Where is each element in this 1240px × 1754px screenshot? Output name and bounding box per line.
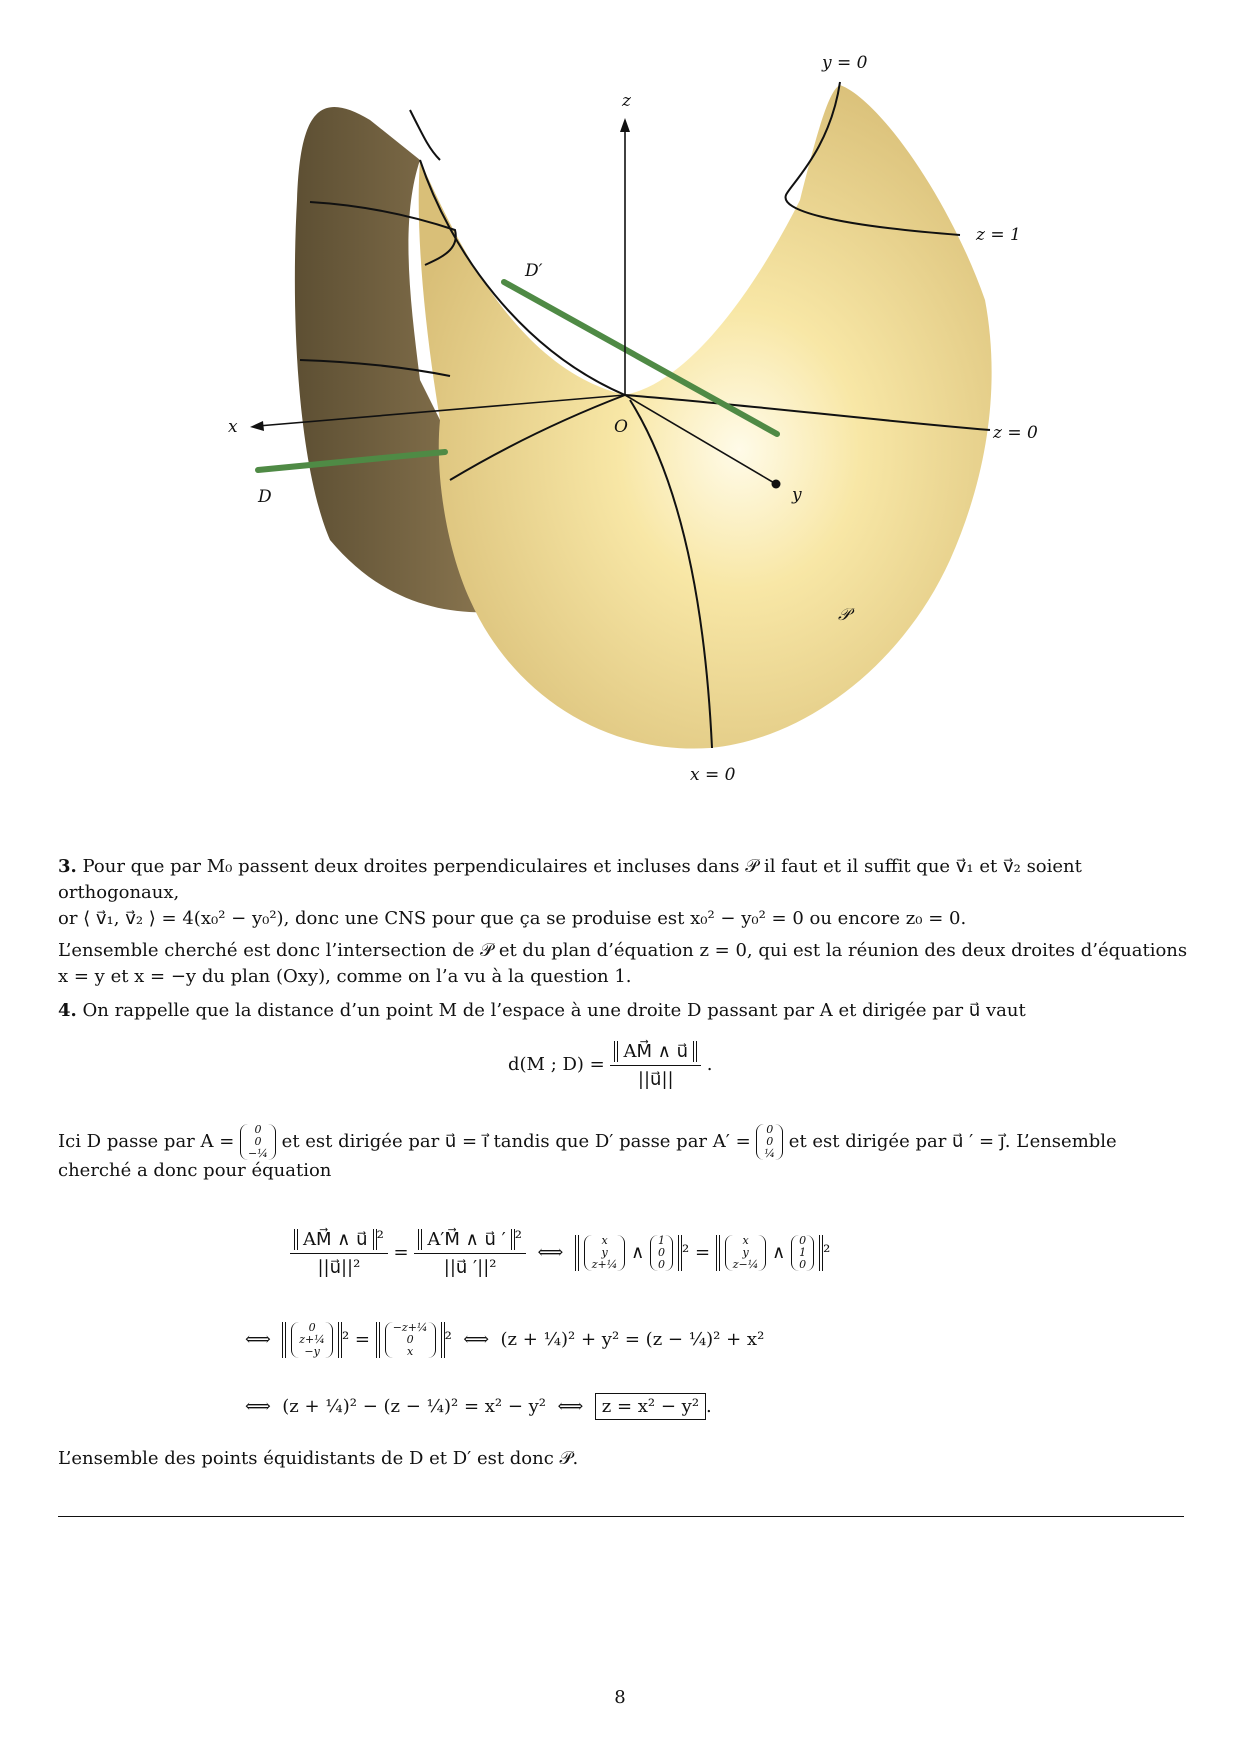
section-4-intro [58, 998, 1188, 1024]
section-3 [58, 854, 1188, 990]
section-3-line4: x = y et x = −y du plan (Oxy), comme on l’a vu à la question 1. [58, 966, 632, 987]
label-x-axis: x [228, 417, 238, 437]
ici-d: cherché a donc pour équation [58, 1160, 332, 1181]
label-curve-z1: z = 1 [976, 225, 1021, 245]
distance-numerator: AM⃗ ∧ u⃗ [614, 1041, 697, 1062]
conclusion: L’ensemble des points équidistants de D et D′ est donc 𝒫. [58, 1448, 579, 1469]
label-surface: 𝒫 [838, 605, 851, 625]
distance-denominator: ||u⃗|| [637, 1068, 674, 1090]
label-z-axis: z [622, 91, 631, 111]
equation-line-2: ⟺ 0 z+¼ −y² = −z+¼ 0 x² ⟺ (z + ¼)² + y² = (z − ¼)² + x² [245, 1321, 765, 1358]
label-curve-x0: x = 0 [690, 765, 736, 785]
distance-fraction [610, 1040, 701, 1090]
y-axis-point [772, 480, 781, 489]
distance-lhs: d(M ; D) = [508, 1053, 605, 1075]
label-origin: O [614, 417, 628, 437]
x-axis-arrow [250, 421, 264, 431]
vector-a: 0 0 −¼ [240, 1124, 276, 1160]
vector-aprime: 0 0 ¼ [756, 1124, 783, 1160]
equation-line-1: $\frac{\text{AM⃗ ∧ u⃗ ²}}{\text{||u⃗||²}}$ = $\frac{\text{A′M⃗ ∧ u⃗ ′ ²}}{\text{||u⃗ ′||²}}$ ⟺ x y z+¼ ∧ 1 0 0² = x y z−¼ ∧ 0 1 0² [290, 1228, 830, 1278]
label-curve-y0: y = 0 [822, 53, 868, 73]
z-axis-arrow [620, 118, 630, 132]
section-4-number: 4. [58, 1000, 77, 1021]
boxed-result: z = x² − y² [595, 1393, 706, 1420]
surface-front-sheet [419, 85, 992, 749]
section-4-ici [58, 1124, 1188, 1182]
ici-c: et est dirigée par u⃗ ′ = j⃗. L’ensemble [788, 1131, 1117, 1152]
section-3-line1: Pour que par M₀ passent deux droites perpendiculaires et incluses dans 𝒫 il faut et il suffit que v⃗₁ et v⃗₂ soient orthogonaux, [58, 856, 1082, 903]
horizontal-rule [58, 1516, 1184, 1517]
ici-b: et est dirigée par u⃗ = i⃗ tandis que D′ passe par A′ = [281, 1131, 751, 1152]
ici-a: Ici D passe par A = [58, 1131, 235, 1152]
saddle-surface-figure [0, 0, 1240, 800]
section-3-line3: L’ensemble cherché est donc l’intersection de 𝒫 et du plan d’équation z = 0, qui est la réunion des deux droites d’équations [58, 940, 1188, 961]
label-line-dprime: D′ [525, 261, 543, 281]
section-3-number: 3. [58, 856, 77, 877]
label-y-axis: y [792, 485, 802, 505]
label-line-d: D [258, 487, 272, 507]
distance-formula: d(M ; D) = $\frac{AM⃗ \wedge u⃗}{||u⃗||}$ . [508, 1040, 713, 1090]
page-number: 8 [614, 1687, 626, 1708]
label-curve-z0: z = 0 [993, 423, 1038, 443]
equation-line-3: ⟺ (z + ¼)² − (z − ¼)² = x² − y² ⟺ z = x² − y² . [245, 1396, 712, 1417]
section-4-intro-text: On rappelle que la distance d’un point M de l’espace à une droite D passant par A et dirigée par u⃗ vaut [82, 1000, 1026, 1021]
section-3-line2: or ⟨ v⃗₁, v⃗₂ ⟩ = 4(x₀² − y₀²), donc une CNS pour que ça se produise est x₀² − y₀² = 0 ou encore z₀ = 0. [58, 908, 967, 929]
curve-upper-left [410, 110, 440, 160]
